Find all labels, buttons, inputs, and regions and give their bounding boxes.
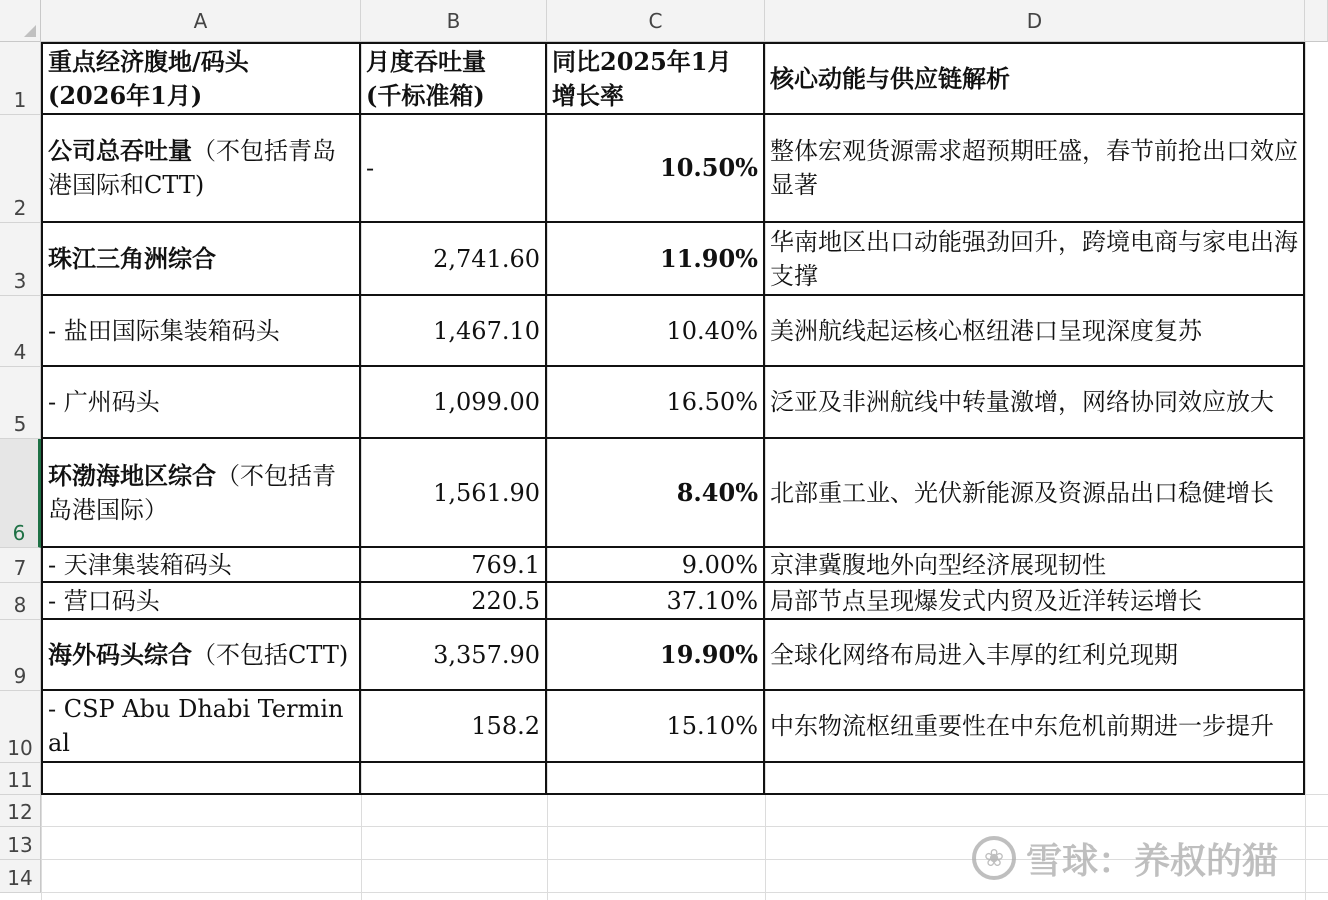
region-cell[interactable]	[41, 620, 361, 691]
throughput-cell[interactable]	[361, 439, 547, 548]
region-cell[interactable]	[41, 296, 361, 367]
analysis-cell[interactable]	[765, 367, 1305, 439]
region-note: - 盐田国际集装箱码头	[48, 316, 280, 345]
region-name: 环渤海地区综合	[48, 460, 216, 490]
throughput-value: 1,467.10	[433, 316, 540, 345]
empty-cell[interactable]	[765, 763, 1305, 795]
region-cell[interactable]	[41, 439, 361, 548]
analysis-text: 整体宏观货源需求超预期旺盛，春节前抢出口效应显著	[770, 137, 1298, 199]
snowball-logo-icon: ❀	[972, 836, 1016, 880]
row-header-1[interactable]: 1	[0, 42, 41, 115]
row-header-7[interactable]: 7	[0, 548, 41, 583]
analysis-cell[interactable]	[765, 691, 1305, 763]
region-cell[interactable]	[41, 367, 361, 439]
throughput-value: -	[366, 154, 375, 182]
gridline	[1305, 42, 1306, 900]
column-header-c[interactable]: C	[547, 0, 765, 42]
row-header-14[interactable]: 14	[0, 860, 41, 893]
growth-value: 11.90%	[660, 243, 758, 273]
growth-cell[interactable]	[547, 296, 765, 367]
row-header-2[interactable]: 2	[0, 115, 41, 223]
growth-cell[interactable]	[547, 620, 765, 691]
column-header-b[interactable]: B	[361, 0, 547, 42]
region-note: - 营口码头	[48, 586, 160, 615]
watermark-text: 雪球：养叔的猫	[1026, 840, 1279, 882]
region-cell[interactable]	[41, 583, 361, 620]
header-cell-d[interactable]	[765, 42, 1305, 115]
throughput-cell[interactable]	[361, 223, 547, 296]
growth-cell[interactable]	[547, 367, 765, 439]
throughput-cell[interactable]	[361, 296, 547, 367]
row-header-8[interactable]: 8	[0, 583, 41, 620]
row-header-9[interactable]: 9	[0, 620, 41, 691]
analysis-cell[interactable]	[765, 583, 1305, 620]
analysis-cell[interactable]	[765, 548, 1305, 583]
region-note: （不包括青岛港国际）	[48, 461, 336, 524]
analysis-cell[interactable]	[765, 439, 1305, 548]
region-cell[interactable]	[41, 115, 361, 223]
region-cell[interactable]	[41, 691, 361, 763]
growth-value: 16.50%	[666, 388, 758, 416]
column-header-e[interactable]	[1305, 0, 1328, 42]
gridline	[41, 826, 1328, 827]
region-note: （不包括CTT)	[192, 640, 349, 669]
throughput-value: 1,099.00	[433, 388, 540, 416]
region-note: - CSP Abu Dhabi Terminal	[48, 695, 344, 757]
growth-value: 37.10%	[666, 586, 758, 615]
growth-cell[interactable]	[547, 691, 765, 763]
analysis-text: 泛亚及非洲航线中转量激增，网络协同效应放大	[770, 388, 1274, 416]
analysis-text: 全球化网络布局进入丰厚的红利兑现期	[770, 640, 1178, 669]
watermark	[972, 833, 1278, 883]
throughput-value: 2,741.60	[433, 244, 540, 273]
region-note: - 广州码头	[48, 388, 160, 416]
throughput-value: 769.1	[471, 550, 540, 579]
analysis-text: 京津冀腹地外向型经济展现韧性	[770, 550, 1106, 579]
throughput-cell[interactable]	[361, 620, 547, 691]
analysis-cell[interactable]	[765, 115, 1305, 223]
header-label-a: 重点经济腹地/码头 (2026年1月)	[48, 46, 249, 110]
region-note: - 天津集装箱码头	[48, 550, 232, 579]
analysis-text: 北部重工业、光伏新能源及资源品出口稳健增长	[770, 478, 1274, 507]
throughput-cell[interactable]	[361, 583, 547, 620]
header-label-d: 核心动能与供应链解析	[770, 63, 1010, 93]
row-header-4[interactable]: 4	[0, 296, 41, 367]
region-name: 公司总吞吐量	[48, 136, 192, 165]
column-header-d[interactable]: D	[765, 0, 1305, 42]
analysis-cell[interactable]	[765, 296, 1305, 367]
region-name: 珠江三角洲综合	[48, 243, 216, 273]
growth-cell[interactable]	[547, 439, 765, 548]
header-label-b: 月度吞吐量 (千标准箱)	[366, 46, 486, 110]
throughput-value: 158.2	[471, 712, 540, 740]
analysis-text: 美洲航线起运核心枢纽港口呈现深度复苏	[770, 316, 1202, 345]
row-header-3[interactable]: 3	[0, 223, 41, 296]
throughput-cell[interactable]	[361, 548, 547, 583]
row-header-10[interactable]: 10	[0, 691, 41, 763]
throughput-value: 220.5	[471, 586, 540, 615]
throughput-cell[interactable]	[361, 115, 547, 223]
gridline	[41, 892, 1328, 893]
analysis-text: 中东物流枢纽重要性在中东危机前期进一步提升	[770, 712, 1274, 740]
growth-cell[interactable]	[547, 115, 765, 223]
row-header-13[interactable]: 13	[0, 827, 41, 860]
growth-cell[interactable]	[547, 583, 765, 620]
select-all-corner[interactable]	[0, 0, 41, 42]
growth-value: 15.10%	[666, 712, 758, 740]
analysis-text: 华南地区出口动能强劲回升，跨境电商与家电出海支撑	[770, 227, 1298, 290]
empty-cell[interactable]	[41, 763, 361, 795]
row-header-12[interactable]: 12	[0, 795, 41, 827]
region-note: （不包括青岛港国际和CTT)	[48, 137, 336, 199]
growth-cell[interactable]	[547, 223, 765, 296]
growth-value: 10.50%	[660, 153, 758, 182]
analysis-text: 局部节点呈现爆发式内贸及近洋转运增长	[770, 586, 1202, 615]
empty-cell[interactable]	[547, 763, 765, 795]
row-header-5[interactable]: 5	[0, 367, 41, 439]
column-header-a[interactable]: A	[41, 0, 361, 42]
header-cell-c[interactable]	[547, 42, 765, 115]
region-name: 海外码头综合	[48, 639, 192, 669]
throughput-value: 1,561.90	[433, 478, 540, 507]
growth-value: 9.00%	[681, 550, 758, 579]
growth-value: 19.90%	[660, 639, 758, 669]
empty-cell[interactable]	[361, 763, 547, 795]
growth-value: 10.40%	[666, 316, 758, 345]
header-label-c: 同比2025年1月 增长率	[552, 46, 732, 110]
row-header-6[interactable]: 6	[0, 439, 41, 548]
analysis-cell[interactable]	[765, 620, 1305, 691]
header-cell-a[interactable]	[41, 42, 361, 115]
analysis-cell[interactable]	[765, 223, 1305, 296]
region-cell[interactable]	[41, 548, 361, 583]
throughput-cell[interactable]	[361, 367, 547, 439]
growth-value: 8.40%	[676, 477, 758, 507]
throughput-cell[interactable]	[361, 691, 547, 763]
growth-cell[interactable]	[547, 548, 765, 583]
row-header-11[interactable]: 11	[0, 763, 41, 795]
header-cell-b[interactable]	[361, 42, 547, 115]
throughput-value: 3,357.90	[433, 640, 540, 669]
region-cell[interactable]	[41, 223, 361, 296]
